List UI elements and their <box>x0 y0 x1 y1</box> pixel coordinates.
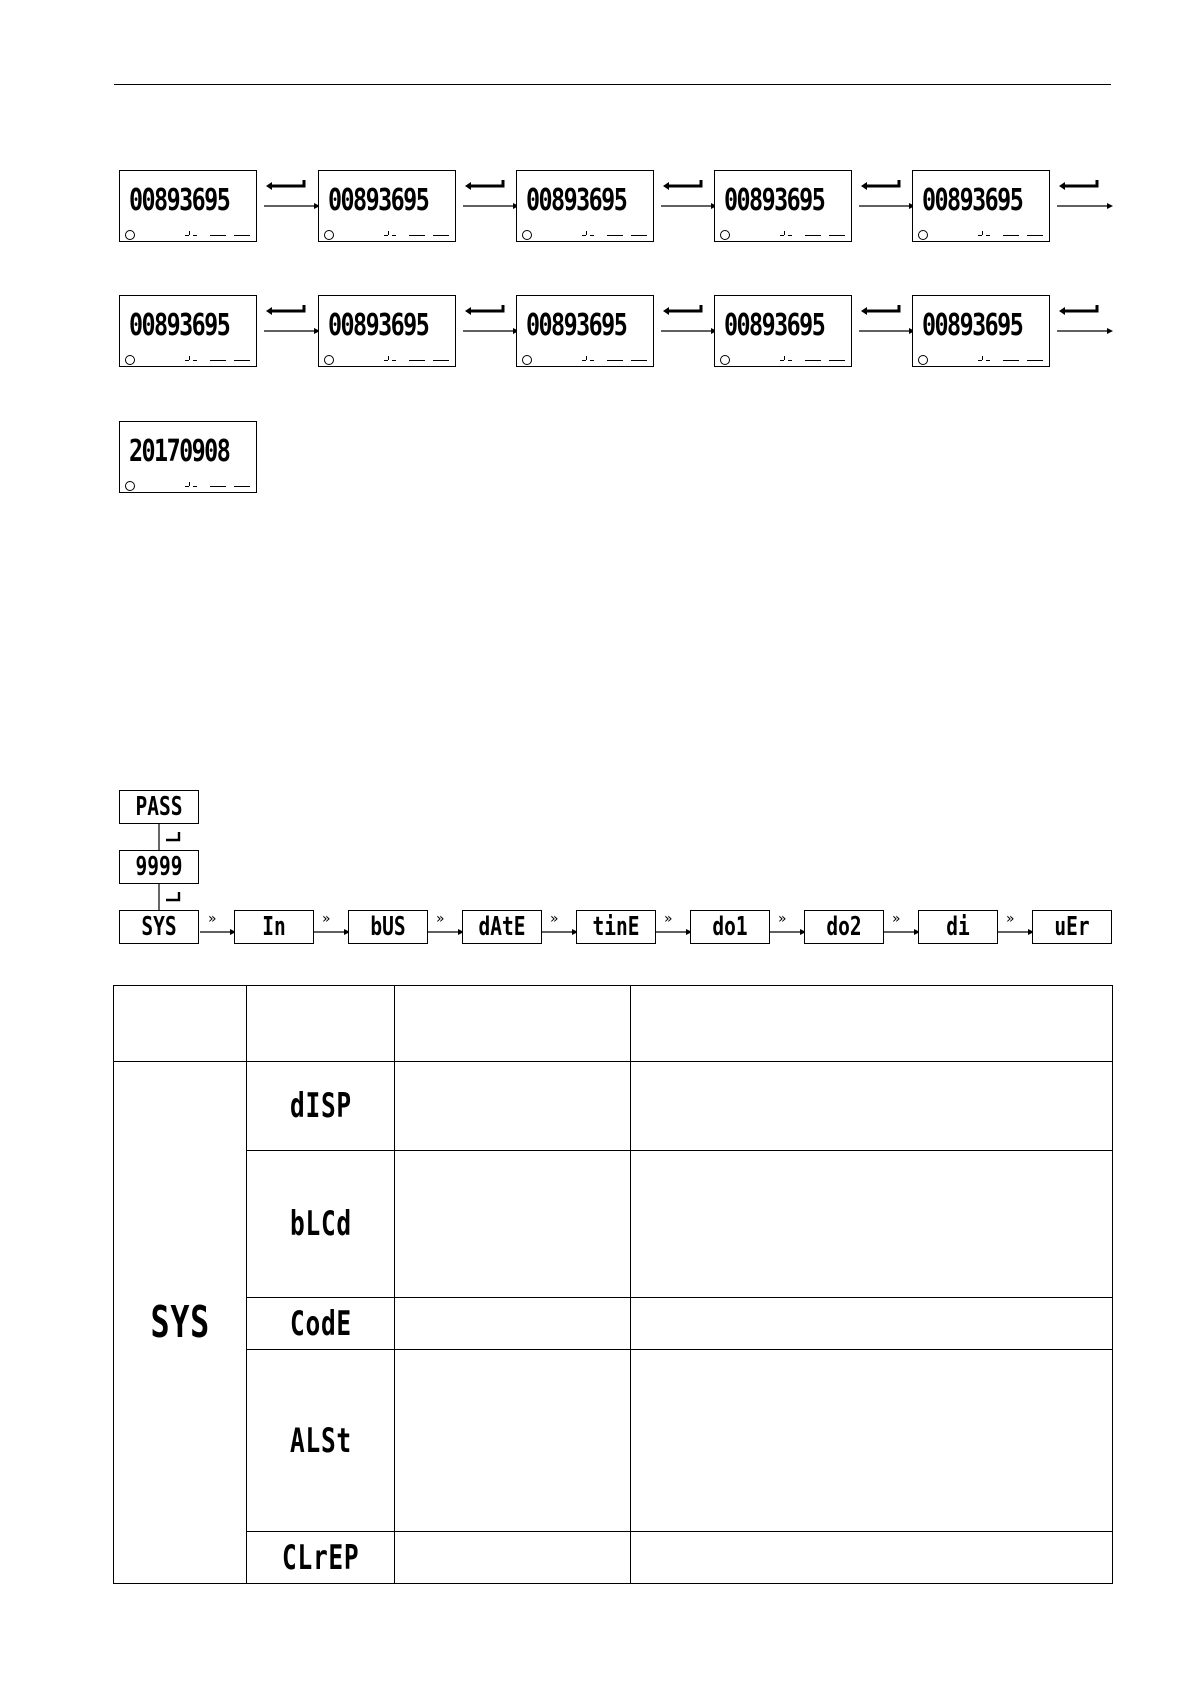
next-arrow-icon <box>542 910 578 944</box>
svg-text:»: » <box>778 911 787 927</box>
lcd-display <box>119 170 257 242</box>
lcd-display <box>714 170 852 242</box>
table-row <box>114 1298 1113 1350</box>
header-cell <box>247 986 395 1062</box>
lcd-value: 00893695 <box>328 308 429 343</box>
header-cell <box>395 986 631 1062</box>
lcd-value: 00893695 <box>129 308 230 343</box>
lcd-value: 00893695 <box>328 183 429 218</box>
enter-arrow-icon <box>659 305 717 345</box>
svg-text:»: » <box>550 911 559 927</box>
enter-arrow-icon <box>1055 180 1113 220</box>
lcd-value: 20170908 <box>129 434 230 469</box>
lcd-display <box>912 295 1050 367</box>
enter-arrow-icon <box>262 180 320 220</box>
lcd-value: 00893695 <box>526 308 627 343</box>
table-row <box>114 1350 1113 1532</box>
next-arrow-icon <box>770 910 806 944</box>
enter-arrow-icon <box>1055 305 1113 345</box>
menu-item-do1[interactable]: do1 <box>690 910 770 944</box>
indicator-circle-icon <box>720 230 730 240</box>
menu-item-bus[interactable]: bUS <box>348 910 428 944</box>
table-row <box>114 1532 1113 1584</box>
next-arrow-icon <box>314 910 350 944</box>
description-cell <box>631 1532 1113 1584</box>
indicator-circle-icon <box>522 355 532 365</box>
lcd-value: 00893695 <box>129 183 230 218</box>
svg-text:»: » <box>664 911 673 927</box>
menu-item-di[interactable]: di <box>918 910 998 944</box>
value-cell <box>395 1350 631 1532</box>
svg-text:»: » <box>208 911 217 927</box>
code-cell: dISP <box>247 1062 395 1151</box>
lcd-display <box>516 170 654 242</box>
lcd-value: 00893695 <box>922 308 1023 343</box>
pass-box: PASS <box>119 790 199 824</box>
menu-item-ver[interactable]: uEr <box>1032 910 1112 944</box>
indicator-circle-icon <box>125 230 135 240</box>
code-cell: bLCd <box>247 1151 395 1298</box>
lcd-date-display <box>119 421 257 493</box>
next-arrow-icon <box>998 910 1034 944</box>
next-arrow-icon <box>428 910 464 944</box>
group-cell <box>114 1062 247 1584</box>
code-cell: ALSt <box>247 1350 395 1532</box>
menu-item-date[interactable]: dAtE <box>462 910 542 944</box>
description-cell <box>631 1151 1113 1298</box>
lcd-display <box>318 170 456 242</box>
indicator-circle-icon <box>918 355 928 365</box>
enter-down-icon <box>150 884 190 910</box>
indicator-circle-icon <box>324 355 334 365</box>
lcd-value: 00893695 <box>724 183 825 218</box>
indicator-circle-icon <box>918 230 928 240</box>
value-cell <box>395 1298 631 1350</box>
next-arrow-icon <box>884 910 920 944</box>
enter-arrow-icon <box>461 180 519 220</box>
lcd-display <box>516 295 654 367</box>
header-cell <box>114 986 247 1062</box>
lcd-value: 00893695 <box>724 308 825 343</box>
value-cell <box>395 1151 631 1298</box>
indicator-circle-icon <box>720 355 730 365</box>
lcd-display <box>119 295 257 367</box>
enter-arrow-icon <box>461 305 519 345</box>
lcd-display <box>714 295 852 367</box>
lcd-value: 00893695 <box>922 183 1023 218</box>
lcd-display <box>912 170 1050 242</box>
menu-item-do2[interactable]: do2 <box>804 910 884 944</box>
lcd-value: 00893695 <box>526 183 627 218</box>
parameter-table <box>113 985 1113 1584</box>
menu-item-time[interactable]: tinE <box>576 910 656 944</box>
indicator-circle-icon <box>324 230 334 240</box>
enter-arrow-icon <box>857 180 915 220</box>
description-cell <box>631 1298 1113 1350</box>
menu-item-sys[interactable]: SYS <box>119 910 199 944</box>
indicator-circle-icon <box>125 481 135 491</box>
svg-text:»: » <box>436 911 445 927</box>
group-code: SYS <box>150 1297 210 1348</box>
table-row <box>114 1151 1113 1298</box>
indicator-circle-icon <box>522 230 532 240</box>
enter-arrow-icon <box>262 305 320 345</box>
svg-text:»: » <box>1006 911 1015 927</box>
description-cell <box>631 1062 1113 1151</box>
menu-item-in[interactable]: In <box>234 910 314 944</box>
value-cell <box>395 1532 631 1584</box>
svg-text:»: » <box>322 911 331 927</box>
svg-text:»: » <box>892 911 901 927</box>
lcd-display <box>318 295 456 367</box>
table-row <box>114 1062 1113 1151</box>
password-box: 9999 <box>119 850 199 884</box>
value-cell <box>395 1062 631 1151</box>
header-cell <box>631 986 1113 1062</box>
next-arrow-icon <box>200 910 236 944</box>
enter-arrow-icon <box>857 305 915 345</box>
next-arrow-icon <box>656 910 692 944</box>
code-cell: CLrEP <box>247 1532 395 1584</box>
indicator-circle-icon <box>125 355 135 365</box>
description-cell <box>631 1350 1113 1532</box>
table-header-row <box>114 986 1113 1062</box>
enter-down-icon <box>150 824 190 850</box>
header-rule <box>114 84 1111 85</box>
code-cell: CodE <box>247 1298 395 1350</box>
enter-arrow-icon <box>659 180 717 220</box>
